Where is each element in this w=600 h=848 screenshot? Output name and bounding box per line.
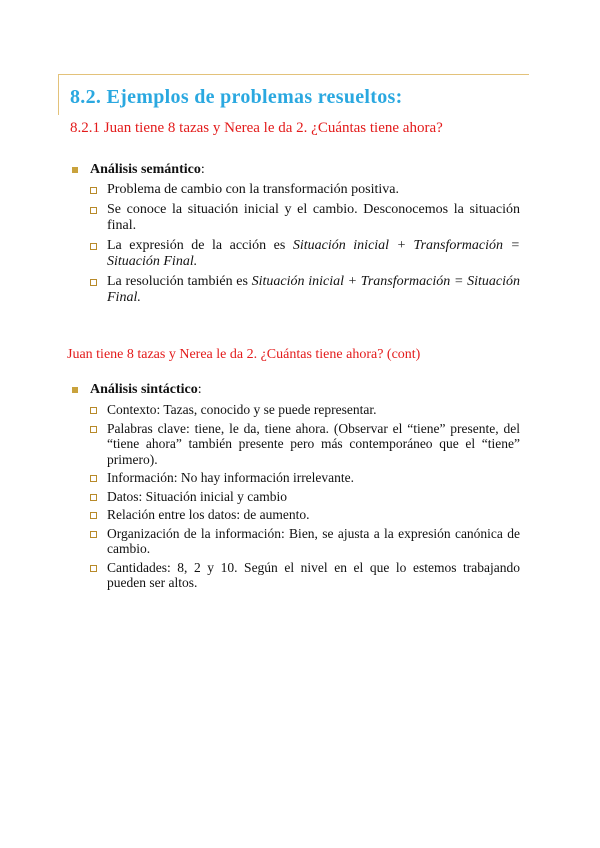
list-item <box>90 202 520 234</box>
list-item <box>90 238 520 270</box>
hollow-square-bullet-icon <box>90 407 97 414</box>
formula-text: Situación inicial + Transformación = Situación Final. <box>107 238 520 269</box>
list-item-text: Organización de la información: Bien, se ajusta a la expresión canónica de cambio. <box>107 525 520 556</box>
list-item <box>90 182 520 198</box>
syntactic-analysis-heading <box>70 381 520 398</box>
formula-text: Situación inicial + Transformación = Situación Final. <box>107 274 520 305</box>
hollow-square-bullet-icon <box>90 426 97 433</box>
syntactic-analysis-label: Análisis sintáctico <box>90 382 198 397</box>
square-bullet-icon <box>72 167 78 173</box>
list-item-prefix: La expresión de la acción es <box>107 238 293 253</box>
list-item-text <box>107 238 520 270</box>
list-item-text: Palabras clave: tiene, le da, tiene ahora. (Observar el “tiene” presente, del “tiene ahora” también presente pero más contemporáneo que el “tiene” primero). <box>107 420 520 467</box>
hollow-square-bullet-icon <box>90 279 97 286</box>
list-item-text: Cantidades: 8, 2 y 10. Según el nivel en el que lo estemos trabajando pueden ser altos. <box>107 559 520 590</box>
hollow-square-bullet-icon <box>90 243 97 250</box>
list-item-text: Datos: Situación inicial y cambio <box>107 488 287 504</box>
syntactic-analysis-list <box>70 402 520 591</box>
hollow-square-bullet-icon <box>90 475 97 482</box>
list-item-text: Se conoce la situación inicial y el cambio. Desconocemos la situación final. <box>107 202 520 233</box>
list-item <box>90 274 520 306</box>
problem-statement: 8.2.1 Juan tiene 8 tazas y Nerea le da 2. ¿Cuántas tiene ahora? <box>70 120 443 136</box>
hollow-square-bullet-icon <box>90 565 97 572</box>
heading-colon: : <box>200 162 205 177</box>
list-item <box>90 470 520 486</box>
hollow-square-bullet-icon <box>90 512 97 519</box>
semantic-analysis <box>70 161 520 310</box>
semantic-analysis-label: Análisis semántico <box>90 162 201 177</box>
list-item-text <box>107 274 520 306</box>
list-item-text: Información: No hay información irrelevante. <box>107 470 355 485</box>
list-item <box>90 526 520 557</box>
list-item <box>90 402 520 418</box>
hollow-square-bullet-icon <box>90 187 97 194</box>
list-item-text: Contexto: Tazas, conocido y se puede representar. <box>107 402 377 417</box>
list-item <box>90 489 520 505</box>
hollow-square-bullet-icon <box>90 531 97 538</box>
semantic-analysis-heading <box>70 161 520 178</box>
list-item-prefix: La resolución también es <box>107 274 252 289</box>
semantic-analysis-list <box>70 182 520 306</box>
list-item-text: Relación entre los datos: de aumento. <box>107 507 310 522</box>
hollow-square-bullet-icon <box>90 494 97 501</box>
problem-statement-cont: Juan tiene 8 tazas y Nerea le da 2. ¿Cuántas tiene ahora? (cont) <box>67 347 421 362</box>
list-item-text: Problema de cambio con la transformación positiva. <box>107 182 399 197</box>
hollow-square-bullet-icon <box>90 207 97 214</box>
section-title: 8.2. Ejemplos de problemas resueltos: <box>70 86 403 108</box>
list-item <box>90 560 520 591</box>
syntactic-analysis <box>70 381 520 594</box>
list-item <box>90 507 520 523</box>
list-item <box>90 421 520 468</box>
square-bullet-icon <box>72 387 78 393</box>
heading-colon: : <box>197 382 202 397</box>
